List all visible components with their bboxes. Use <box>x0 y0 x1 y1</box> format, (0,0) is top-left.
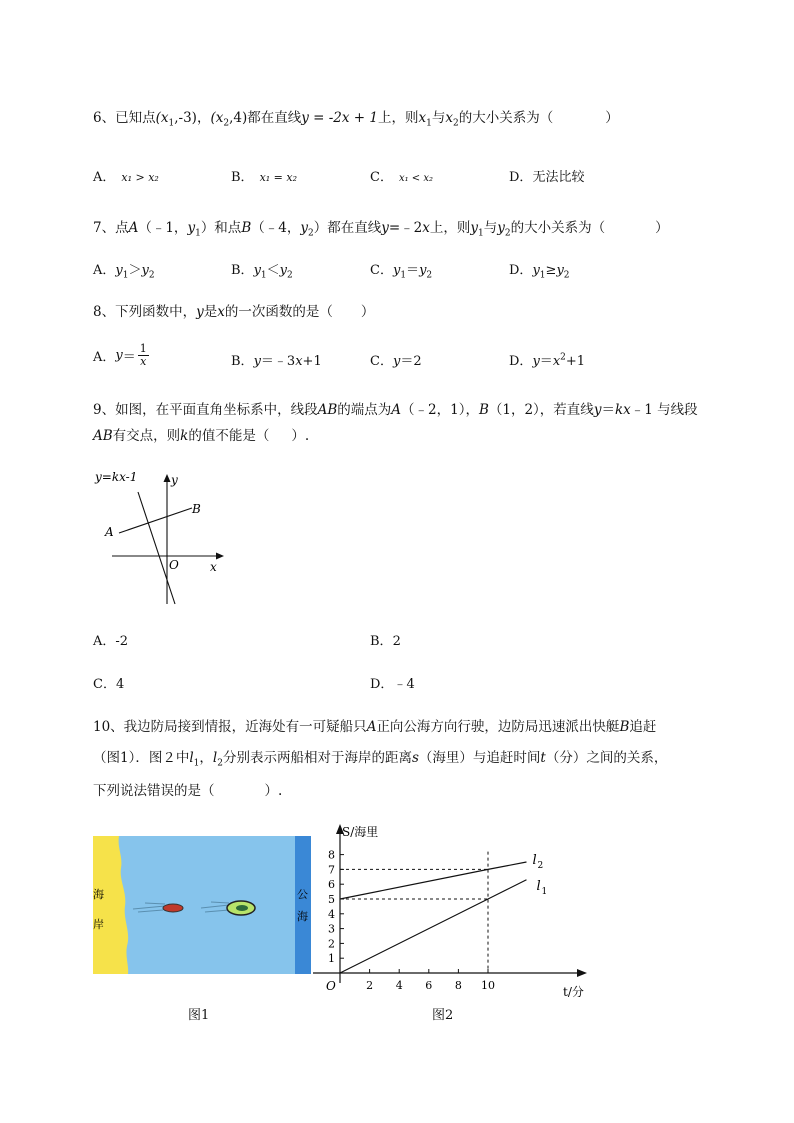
open-sea-strip <box>295 836 311 974</box>
shore-label-2: 岸 <box>93 918 104 931</box>
question-7-stem: 7、点A（﹣1，$y_1$）和点B（﹣4，$y_2$）都在直线y=﹣2x上，则$y_1$与$y_2$的大小关系为（ ） <box>93 220 669 239</box>
fig2-distance-time-chart <box>313 816 603 1001</box>
y-tick-label: 4 <box>328 907 335 921</box>
q6-yu: 与 <box>431 110 446 126</box>
q8-option-d[interactable]: D．$y=x^2+1$ <box>509 352 586 369</box>
q7-option-d[interactable]: D．$y_1\ge y_2$ <box>509 263 570 281</box>
series-label-l2-sub: 2 <box>537 861 544 871</box>
q8-option-c[interactable]: C．y＝2 <box>370 354 422 369</box>
series-label-l1: l <box>536 878 541 894</box>
open-sea-label-1: 公 <box>297 888 308 901</box>
q9-option-c[interactable]: C．4 <box>93 677 125 692</box>
y-tick-label: 8 <box>328 848 335 862</box>
q9-option-b[interactable]: B．2 <box>370 634 401 649</box>
q6-text-b: 上，则 <box>378 110 419 126</box>
question-10-line3: 下列说法错误的是（ ）. <box>93 783 283 799</box>
q7-option-b[interactable]: B．$y_1<y_2$ <box>231 263 293 281</box>
q6-x1: x <box>418 110 427 126</box>
q9-option-a[interactable]: A．-2 <box>93 634 129 649</box>
q6-line-equation: y = -2x + 1 <box>301 110 378 126</box>
origin-label: O <box>326 979 336 993</box>
question-9-line1: 9、如图，在平面直角坐标系中，线段AB的端点为A（﹣2，1），B（1，2），若直线y＝kx﹣1 与线段 <box>93 402 698 418</box>
x-axis-arrow <box>577 969 587 977</box>
q8-fraction: $\frac{1}{x}$ <box>139 342 147 368</box>
question-9-line2: AB有交点，则k的值不能是（ ）. <box>93 428 310 444</box>
question-8-stem: 8、下列函数中，y是x的一次函数的是（ ） <box>93 304 375 320</box>
series-label-l1-sub: 1 <box>541 886 548 897</box>
q9-coordinate-figure <box>90 462 240 612</box>
y-tick-label: 5 <box>328 893 335 906</box>
fig2-caption: 图2 <box>432 1008 454 1023</box>
x-tick-label: 8 <box>454 979 462 992</box>
q6-option-b[interactable]: B． x₁ = x₂ <box>231 170 297 185</box>
origin-label: O <box>169 558 179 572</box>
ship-a <box>163 904 183 912</box>
shore-label-1: 海 <box>93 888 104 901</box>
line-label: y=kx-1 <box>95 470 138 484</box>
y-tick-label: 1 <box>328 952 335 966</box>
question-10-line2: （图1）．图２中$l_1$，$l_2$分别表示两船相对于海岸的距离s（海里）与追赶时间t（分）之间的关系， <box>93 750 668 769</box>
open-sea-label-2: 海 <box>297 910 308 923</box>
ship-b-cabin <box>236 905 248 911</box>
y-tick-label: 7 <box>328 863 335 877</box>
q6-option-c[interactable]: C． x₁ < x₂ <box>370 170 433 185</box>
x-tick-label: 6 <box>425 979 433 992</box>
y-tick-label: 3 <box>328 922 335 936</box>
question-10-line1: 10、我边防局接到情报，近海处有一可疑船只A正向公海方向行驶，边防局迅速派出快艇B追赶 <box>93 719 657 735</box>
q8-option-a[interactable]: A．y＝ $\frac{1}{x}$ <box>93 342 147 368</box>
q6-text-c: 的大小关系为（ <box>458 110 554 126</box>
q7-option-a[interactable]: A．$y_1>y_2$ <box>93 263 155 281</box>
point-a-label: A <box>105 525 114 539</box>
series-label-l2: l <box>532 853 537 868</box>
q7-option-c[interactable]: C．$y_1=y_2$ <box>370 263 433 281</box>
fig1-caption: 图1 <box>188 1008 210 1023</box>
y-axis-label: S/海里 <box>342 825 379 839</box>
fig1-sea-illustration <box>93 836 311 974</box>
x-tick-label: 4 <box>395 979 403 992</box>
q6-text-a: 6、已知点 <box>93 110 156 126</box>
x-tick-label: 10 <box>481 979 495 992</box>
q6-x2: x <box>445 110 453 126</box>
y-axis-arrow <box>164 474 171 482</box>
q6-sep: ， <box>196 110 211 126</box>
q6-close: ） <box>605 110 619 126</box>
y-tick-label: 6 <box>328 878 335 892</box>
q6-option-d[interactable]: D．无法比较 <box>509 170 585 185</box>
q8-option-b[interactable]: B．y＝﹣3x+1 <box>231 354 322 369</box>
line-kx-minus-1 <box>138 492 175 604</box>
q6-point1: $(x_1,-3)$ <box>155 110 197 129</box>
q6-option-a[interactable]: A． x₁ > x₂ <box>93 170 159 185</box>
y-tick-label: 2 <box>328 937 335 951</box>
x-axis-arrow <box>216 553 224 560</box>
segment-ab <box>119 508 192 533</box>
x-axis-label: x <box>210 560 217 574</box>
q9-option-d[interactable]: D．﹣4 <box>370 677 415 692</box>
y-axis-label: y <box>171 473 178 487</box>
q6-point2: $(x_2,4)$ <box>210 110 248 129</box>
x-tick-label: 2 <box>366 979 374 992</box>
q6-text-mid: 都在直线 <box>247 110 302 126</box>
question-6-stem: 6、已知点$(x_1,-3)$，$(x_2,4)$都在直线y = -2x + 1上，则$x_1$与$x_2$的大小关系为（ ） <box>93 110 619 129</box>
x-axis-label: t/分 <box>563 985 584 999</box>
point-b-label: B <box>192 502 201 516</box>
